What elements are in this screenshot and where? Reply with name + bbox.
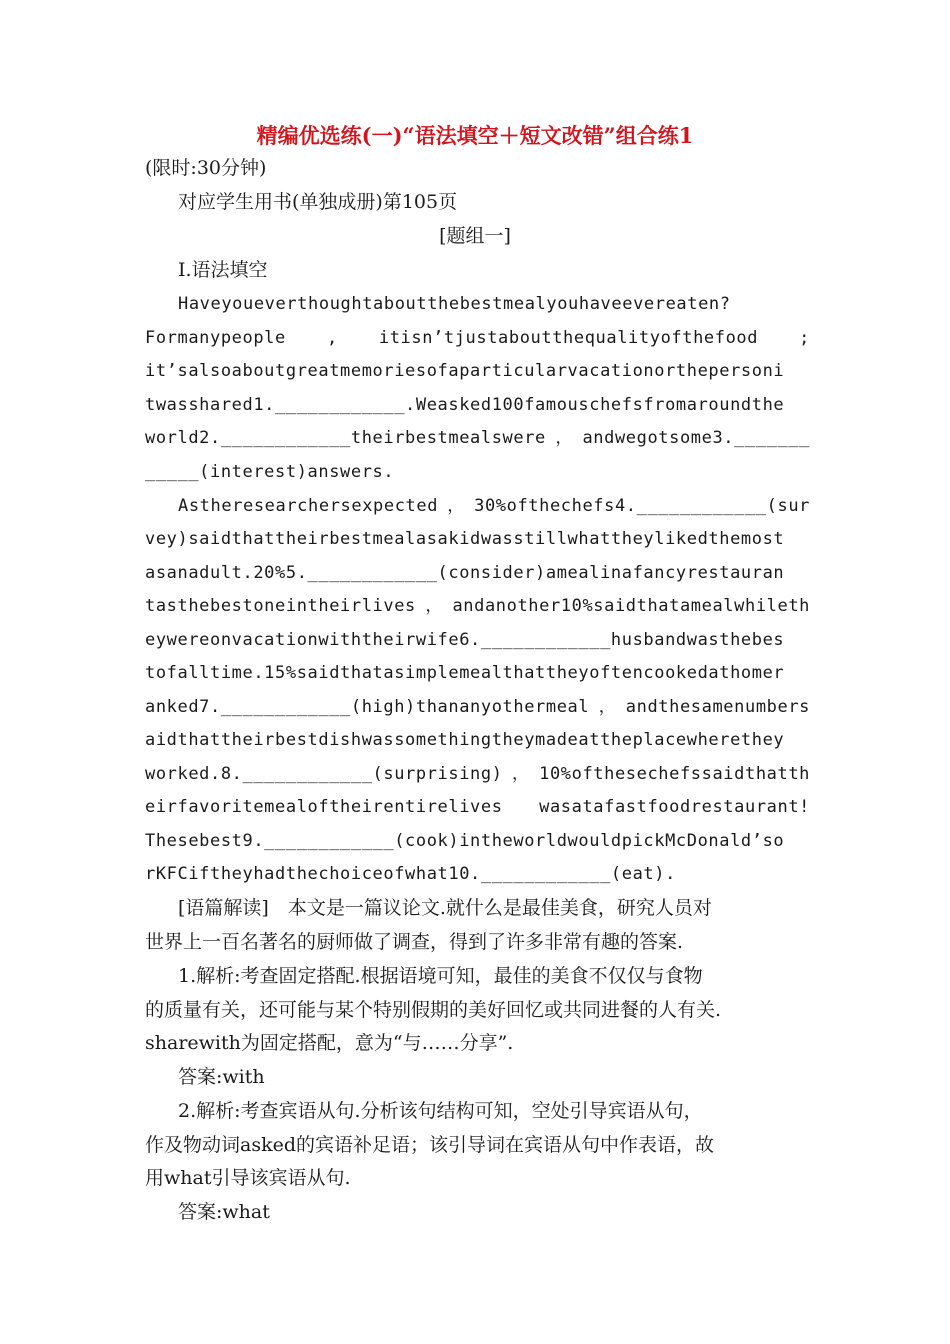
passage-line: eywereonvacationwiththeirwife6.____________husbandwasthebes xyxy=(145,630,785,650)
analysis-line: 的质量有关，还可能与某个特别假期的美好回忆或共同进餐的人有关. xyxy=(145,999,722,1021)
passage-line: world2.____________theirbestmealswere，andwegotsome3._______ xyxy=(145,428,810,448)
passage-line: vey)saidthattheirbestmealasakidwasstillwhattheylikedthemost xyxy=(145,529,785,549)
analysis-line: 用what引导该宾语从句. xyxy=(145,1167,351,1189)
passage-line: eirfavoritemealoftheirentirelives wasatafastfoodrestaurant! xyxy=(145,797,810,817)
group-label: [题组一] xyxy=(439,225,511,247)
section-heading: Ⅰ.语法填空 xyxy=(178,259,268,281)
analysis-line: 世界上一百名著名的厨师做了调查，得到了许多非常有趣的答案. xyxy=(145,931,684,953)
answer-line: 答案:what xyxy=(178,1201,270,1223)
passage-line: rKFCiftheyhadthechoiceofwhat10.____________(eat). xyxy=(145,864,676,884)
analysis-line: sharewith为固定搭配，意为“与……分享”. xyxy=(145,1032,514,1054)
passage-line: _____(interest)answers. xyxy=(145,462,395,482)
passage-line: Haveyoueverthoughtaboutthebestmealyouhaveevereaten? xyxy=(178,294,731,314)
book-reference: 对应学生用书(单独成册)第105页 xyxy=(178,191,458,213)
passage-line: worked.8.____________(surprising)，10%ofthesechefssaidthatth xyxy=(145,764,810,784)
answer-line: 答案:with xyxy=(178,1066,265,1088)
passage-line: tofalltime.15%saidthatasimplemealthattheyoftencookedathomer xyxy=(145,663,785,683)
passage-line: it’salsoaboutgreatmemoriesofaparticularvacationorthepersoni xyxy=(145,361,785,381)
passage-line: Thesebest9.____________(cook)intheworldwouldpickMcDonald’so xyxy=(145,831,785,851)
page-title: 精编优选练(一)“语法填空＋短文改错”组合练1 xyxy=(256,123,694,148)
passage-line: anked7.____________(high)thananyothermeal，andthesamenumbers xyxy=(145,697,810,717)
analysis-line: [语篇解读] 本文是一篇议论文.就什么是最佳美食，研究人员对 xyxy=(178,897,712,919)
passage-line: twasshared1.____________.Weasked100famouschefsfromaroundthe xyxy=(145,395,785,415)
analysis-line: 2.解析:考查宾语从句.分析该句结构可知，空处引导宾语从句， xyxy=(178,1100,703,1122)
passage-line: Astheresearchersexpected，30%ofthechefs4.____________(sur xyxy=(178,496,810,516)
passage-line: Formanypeople , itisn’tjustaboutthequalityofthefood ; xyxy=(145,328,810,348)
passage-line: tasthebestoneintheirlives，andanother10%saidthatamealwhileth xyxy=(145,596,810,616)
passage-line: aidthattheirbestdishwassomethingtheymadeattheplacewherethey xyxy=(145,730,785,750)
time-limit: (限时:30分钟) xyxy=(145,157,267,179)
analysis-line: 1.解析:考查固定搭配.根据语境可知，最佳的美食不仅仅与食物 xyxy=(178,965,703,987)
passage-line: asanadult.20%5.____________(consider)amealinafancyrestauran xyxy=(145,563,785,583)
analysis-line: 作及物动词asked的宾语补足语；该引导词在宾语从句中作表语，故 xyxy=(145,1134,714,1156)
